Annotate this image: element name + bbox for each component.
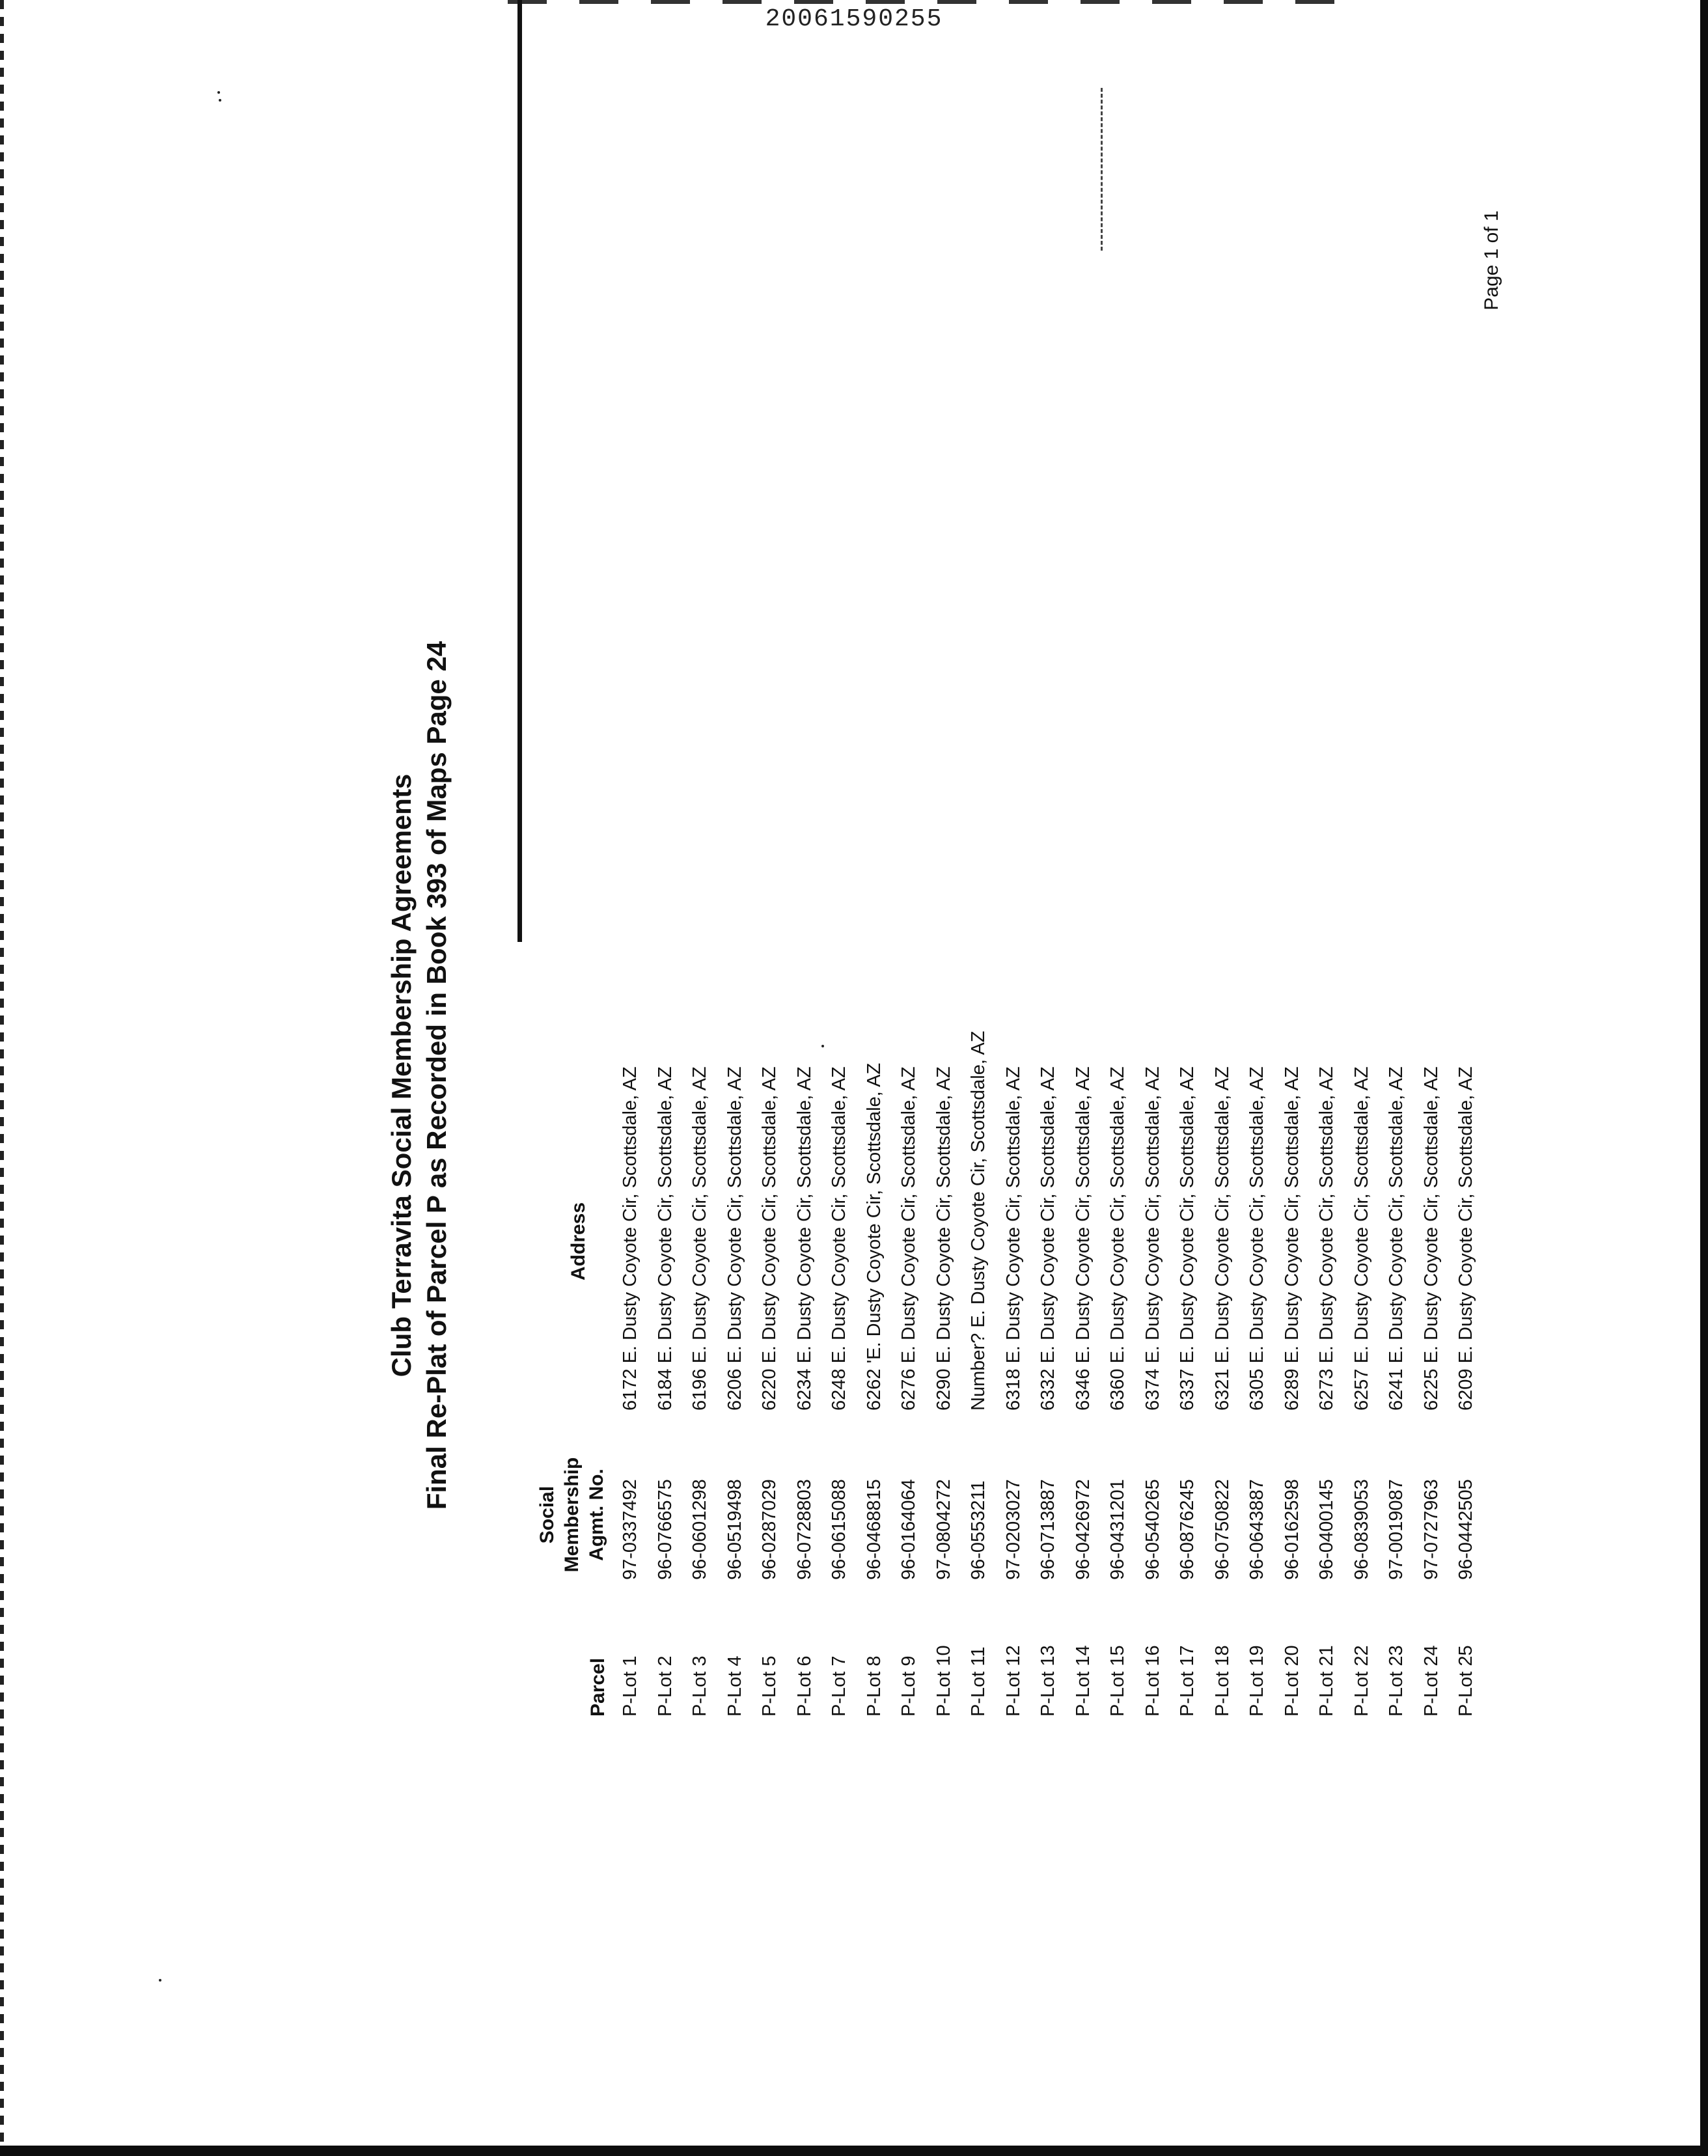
address-cell: 6220 E. Dusty Coyote Cir, Scottsdale, AZ	[759, 1066, 780, 1411]
parcel-cell: P-Lot 15	[1107, 1645, 1128, 1717]
address-cell: Number? E. Dusty Coyote Cir, Scottsdale, AZ	[968, 1030, 989, 1411]
parcel-cell: P-Lot 10	[933, 1645, 954, 1717]
agreement-number-cell: 96-0713887	[1038, 1479, 1058, 1580]
address-cell: 6241 E. Dusty Coyote Cir, Scottsdale, AZ	[1386, 1066, 1407, 1411]
address-cell: 6374 E. Dusty Coyote Cir, Scottsdale, AZ	[1142, 1066, 1163, 1411]
parcel-cell: P-Lot 25	[1455, 1645, 1476, 1717]
document-title: Club Terravita Social Membership Agreements	[386, 773, 417, 1377]
table-row	[857, 291, 892, 1788]
table-row	[927, 291, 962, 1788]
agreement-number-cell: 96-0431201	[1107, 1479, 1128, 1580]
header-agmt-line3: Agmt. No.	[586, 1469, 607, 1561]
agreement-number-cell: 96-0164064	[898, 1479, 919, 1580]
agreement-number-cell: 96-0839053	[1351, 1479, 1372, 1580]
table-row	[961, 291, 997, 1788]
agreement-number-cell: 96-0426972	[1072, 1479, 1094, 1580]
membership-table	[516, 291, 1484, 1788]
title-block	[384, 180, 454, 1970]
page-number: Page 1 of 1	[1481, 210, 1502, 311]
address-cell: 6257 E. Dusty Coyote Cir, Scottsdale, AZ	[1351, 1066, 1372, 1411]
table-row	[1240, 291, 1275, 1788]
agreement-number-cell: 97-0337492	[620, 1479, 640, 1580]
parcel-cell: P-Lot 23	[1386, 1645, 1407, 1717]
agreement-number-cell: 96-0519498	[724, 1479, 745, 1580]
agreement-number-cell: 96-0728803	[793, 1479, 815, 1580]
table-row	[1379, 291, 1414, 1788]
address-cell: 6225 E. Dusty Coyote Cir, Scottsdale, AZ	[1420, 1066, 1442, 1411]
scan-bottom-edge	[0, 2146, 1708, 2156]
table-row	[683, 291, 718, 1788]
address-cell: 6276 E. Dusty Coyote Cir, Scottsdale, AZ	[898, 1066, 919, 1411]
document-number: 20061590255	[765, 5, 943, 33]
parcel-cell: P-Lot 18	[1211, 1645, 1233, 1717]
agreement-number-cell: 96-0643887	[1247, 1479, 1267, 1580]
table-row	[648, 291, 683, 1788]
address-cell: 6332 E. Dusty Coyote Cir, Scottsdale, AZ	[1038, 1066, 1058, 1411]
table-row	[1414, 291, 1450, 1788]
agreement-number-cell: 96-0876245	[1177, 1479, 1198, 1580]
table-row	[752, 291, 788, 1788]
agreement-number-cell: 96-0766575	[654, 1479, 676, 1580]
parcel-cell: P-Lot 2	[654, 1655, 676, 1717]
scan-speck	[217, 91, 220, 94]
header-address: Address	[568, 1202, 589, 1280]
table-row	[1170, 291, 1205, 1788]
parcel-cell: P-Lot 4	[724, 1655, 745, 1717]
parcel-cell: P-Lot 5	[759, 1655, 780, 1717]
agreement-number-cell: 96-0162598	[1281, 1479, 1302, 1580]
scan-top-marks	[508, 0, 1354, 4]
address-cell: 6346 E. Dusty Coyote Cir, Scottsdale, AZ	[1072, 1066, 1094, 1411]
table-row	[997, 291, 1032, 1788]
agreement-number-cell: 96-0468815	[863, 1479, 885, 1580]
table-row	[1345, 291, 1380, 1788]
parcel-cell: P-Lot 20	[1281, 1645, 1302, 1717]
agreement-number-cell: 96-0553211	[968, 1480, 989, 1580]
header-rule	[517, 0, 522, 942]
agreement-number-cell: 97-0019087	[1386, 1479, 1407, 1580]
parcel-cell: P-Lot 1	[620, 1655, 640, 1717]
agreement-number-cell: 97-0727963	[1420, 1479, 1442, 1580]
scan-right-edge	[1700, 0, 1708, 2156]
parcel-cell: P-Lot 3	[689, 1655, 710, 1717]
address-cell: 6248 E. Dusty Coyote Cir, Scottsdale, AZ	[829, 1066, 849, 1411]
table-row	[822, 291, 857, 1788]
parcel-cell: P-Lot 11	[968, 1646, 989, 1717]
table-row	[1275, 291, 1310, 1788]
parcel-cell: P-Lot 8	[863, 1655, 885, 1717]
header-agmt-line2: Membership	[561, 1457, 583, 1573]
agreement-number-cell: 97-0203027	[1002, 1479, 1024, 1580]
table-row	[1101, 291, 1136, 1788]
address-cell: 6321 E. Dusty Coyote Cir, Scottsdale, AZ	[1211, 1066, 1233, 1411]
agreement-number-cell: 96-0601298	[689, 1479, 710, 1580]
scan-speck	[159, 1979, 161, 1982]
agreement-number-cell: 96-0400145	[1316, 1479, 1337, 1580]
table-row	[1136, 291, 1171, 1788]
table-row	[1066, 291, 1101, 1788]
address-cell: 6184 E. Dusty Coyote Cir, Scottsdale, AZ	[654, 1066, 676, 1411]
header-parcel: Parcel	[587, 1657, 609, 1717]
parcel-cell: P-Lot 6	[793, 1655, 815, 1717]
table-row	[1031, 291, 1066, 1788]
address-cell: 6318 E. Dusty Coyote Cir, Scottsdale, AZ	[1002, 1066, 1024, 1411]
parcel-cell: P-Lot 19	[1247, 1645, 1267, 1717]
address-cell: 6290 E. Dusty Coyote Cir, Scottsdale, AZ	[933, 1066, 954, 1411]
parcel-cell: P-Lot 7	[829, 1655, 849, 1717]
table-row	[1310, 291, 1345, 1788]
table-row	[892, 291, 927, 1788]
address-cell: 6172 E. Dusty Coyote Cir, Scottsdale, AZ	[620, 1066, 640, 1411]
parcel-cell: P-Lot 13	[1038, 1645, 1058, 1717]
header-agmt-line1: Social	[536, 1486, 558, 1544]
agreement-number-cell: 96-0540265	[1142, 1479, 1163, 1580]
rotated-page-content	[307, 180, 1476, 1970]
agreement-number-cell: 96-0750822	[1211, 1479, 1233, 1580]
address-cell: 6234 E. Dusty Coyote Cir, Scottsdale, AZ	[793, 1066, 815, 1411]
agreement-number-cell: 96-0615088	[829, 1479, 849, 1580]
table-row	[788, 291, 823, 1788]
document-subtitle: Final Re-Plat of Parcel P as Recorded in Book 393 of Maps Page 24	[421, 641, 452, 1510]
address-cell: 6273 E. Dusty Coyote Cir, Scottsdale, AZ	[1316, 1066, 1337, 1411]
scan-left-edge	[0, 0, 4, 2156]
address-cell: 6206 E. Dusty Coyote Cir, Scottsdale, AZ	[724, 1066, 745, 1411]
table-row	[718, 291, 753, 1788]
table-body	[613, 291, 1484, 1788]
address-cell: 6337 E. Dusty Coyote Cir, Scottsdale, AZ	[1177, 1066, 1198, 1411]
parcel-cell: P-Lot 22	[1351, 1645, 1372, 1717]
parcel-cell: P-Lot 16	[1142, 1645, 1163, 1717]
table-row	[1449, 291, 1484, 1788]
address-cell: 6262 'E. Dusty Coyote Cir, Scottsdale, AZ	[863, 1062, 885, 1411]
table-header	[516, 291, 613, 1788]
parcel-cell: P-Lot 21	[1316, 1645, 1337, 1717]
parcel-cell: P-Lot 24	[1420, 1645, 1442, 1717]
parcel-cell: P-Lot 17	[1177, 1645, 1198, 1717]
parcel-cell: P-Lot 14	[1072, 1645, 1094, 1717]
agreement-number-cell: 96-0442505	[1455, 1479, 1476, 1580]
table-row	[613, 291, 648, 1788]
address-cell: 6360 E. Dusty Coyote Cir, Scottsdale, AZ	[1107, 1066, 1128, 1411]
agreement-number-cell: 97-0804272	[933, 1479, 954, 1580]
parcel-cell: P-Lot 9	[898, 1655, 919, 1717]
table-row	[1205, 291, 1241, 1788]
header-agreement-number	[535, 1430, 609, 1599]
scan-speck	[219, 99, 221, 102]
agreement-number-cell: 96-0287029	[759, 1479, 780, 1580]
address-cell: 6209 E. Dusty Coyote Cir, Scottsdale, AZ	[1455, 1066, 1476, 1411]
address-cell: 6289 E. Dusty Coyote Cir, Scottsdale, AZ	[1281, 1066, 1302, 1411]
address-cell: 6305 E. Dusty Coyote Cir, Scottsdale, AZ	[1247, 1066, 1267, 1411]
parcel-cell: P-Lot 12	[1002, 1645, 1024, 1717]
address-cell: 6196 E. Dusty Coyote Cir, Scottsdale, AZ	[689, 1066, 710, 1411]
